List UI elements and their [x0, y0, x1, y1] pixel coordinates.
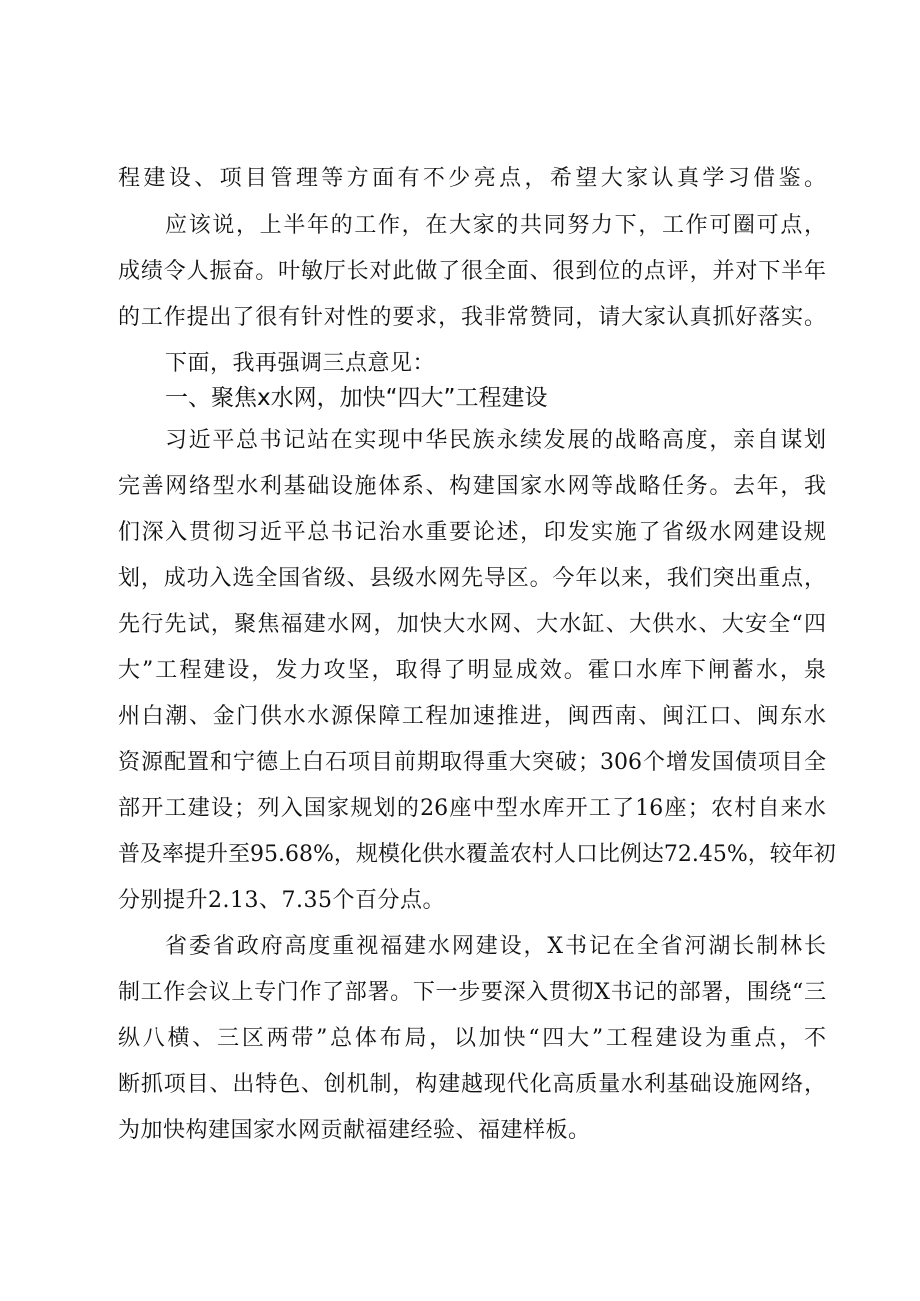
paragraph-line: 应该说，上半年的工作，在大家的共同努力下，工作可圈可点，: [165, 213, 826, 238]
paragraph-line: 程建设、项目管理等方面有不少亮点，希望大家认真学习借鉴。: [118, 166, 826, 191]
paragraph-line: 的工作提出了很有针对性的要求，我非常赞同，请大家认真抓好落实。: [118, 305, 826, 330]
paragraph-line: 纵八横、三区两带”总体布局，以加快“四大”工程建设为重点，不: [118, 1026, 826, 1051]
paragraph-line: 为加快构建国家水网贡献福建经验、福建样板。: [118, 1118, 591, 1143]
paragraph-line: 成绩令人振奋。叶敏厅长对此做了很全面、很到位的点评，并对下半年: [118, 259, 826, 284]
paragraph-line: 大”工程建设，发力攻坚，取得了明显成效。霍口水库下闸蓄水，泉: [118, 658, 826, 683]
paragraph-line: 们深入贯彻习近平总书记治水重要论述，印发实施了省级水网建设规: [118, 520, 826, 545]
paragraph-line: 习近平总书记站在实现中华民族永续发展的战略高度，亲自谋划: [165, 428, 826, 453]
paragraph-line: 普及率提升至95.68%，规模化供水覆盖农村人口比例达72.45%，较年初: [118, 842, 836, 867]
paragraph-line: 分别提升2.13、7.35个百分点。: [118, 888, 445, 913]
paragraph-line: 部开工建设；列入国家规划的26座中型水库开工了16座；农村自来水: [118, 796, 826, 821]
paragraph-line: 省委省政府高度重视福建水网建设，X书记在全省河湖长制林长: [165, 934, 826, 959]
paragraph-line: 制工作会议上专门作了部署。下一步要深入贯彻X书记的部署，围绕“三: [118, 980, 826, 1005]
paragraph-line: 下面，我再强调三点意见：: [165, 351, 436, 376]
paragraph-line: 断抓项目、出特色、创机制，构建越现代化高质量水利基础设施网络，: [118, 1072, 826, 1097]
paragraph-line: 州白潮、金门供水水源保障工程加速推进，闽西南、闽江口、闽东水: [118, 704, 826, 729]
paragraph-line: 完善网络型水利基础设施体系、构建国家水网等战略任务。去年，我: [118, 474, 826, 499]
paragraph-line: 资源配置和宁德上白石项目前期取得重大突破；306个增发国债项目全: [118, 750, 826, 775]
section-heading: 一、聚焦x水网，加快“四大”工程建设: [165, 385, 548, 411]
paragraph-line: 划，成功入选全国省级、县级水网先导区。今年以来，我们突出重点，: [118, 566, 826, 591]
paragraph-line: 先行先试，聚焦福建水网，加快大水网、大水缸、大供水、大安全“四: [118, 612, 826, 637]
